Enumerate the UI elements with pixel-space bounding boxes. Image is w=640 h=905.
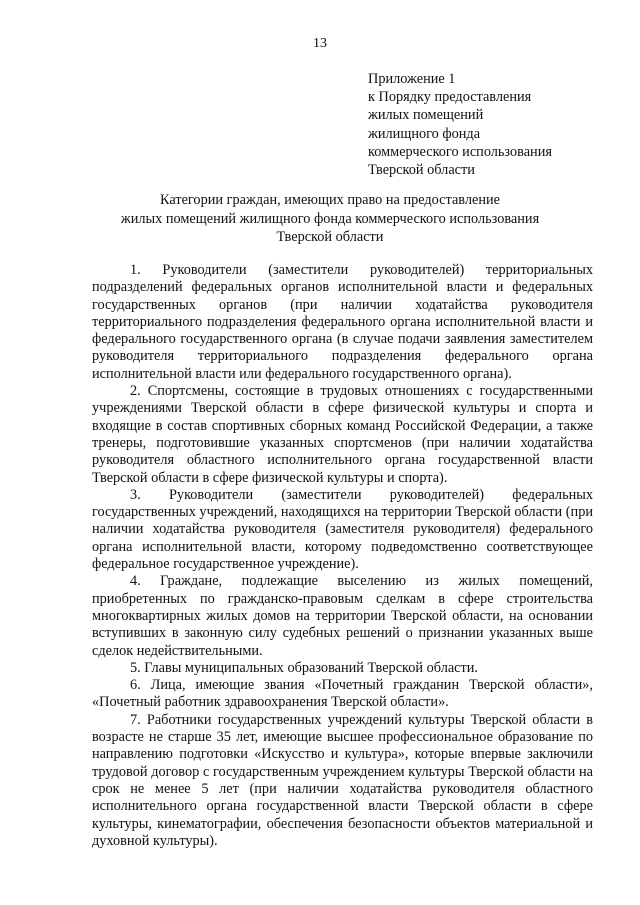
appendix-line: Приложение 1 xyxy=(368,71,456,87)
document-title xyxy=(70,191,590,247)
page-number: 13 xyxy=(313,36,327,51)
title-line: Тверской области xyxy=(276,229,384,245)
category-item-2: 2. Спортсмены, состоящие в трудовых отношениях с государственными учреждениями Тверской области в сфере физической культуры и спорта и входящие в состав спортивных сборных команд Российской Федерации, а также тренеры, подготовившие указанных спортсменов (при наличии ходатайства руководителя областного исполнительного органа государственной власти Тверской области в сфере физической культуры и спорта). xyxy=(92,383,593,486)
category-item-1: 1. Руководители (заместители руководителей) территориальных подразделений федеральных органов исполнительной власти и федеральных государственных органов (при наличии ходатайства руководителя территориального подразделения федерального органа исполнительной власти и федерального государственного органа (в случае подачи заявления заместителем руководителя территориального подразделения федерального органа исполнительной власти или федерального государственного органа). xyxy=(92,262,593,382)
appendix-line: к Порядку предоставления xyxy=(368,89,532,106)
title-line: Категории граждан, имеющих право на предоставление xyxy=(160,192,500,208)
category-item-5: 5. Главы муниципальных образований Тверской области. xyxy=(130,659,479,676)
category-item-3: 3. Руководители (заместители руководителей) федеральных государственных учреждений, находящихся на территории Тверской области (при наличии ходатайства руководителя (заместителя руководителя) федерального органа исполнительной власти, которому подведомственно соответствующее федеральное государственное учреждение). xyxy=(92,486,593,573)
category-list xyxy=(92,262,593,850)
appendix-line: жилищного фонда xyxy=(368,125,481,142)
appendix-header xyxy=(368,70,628,179)
category-item-7: 7. Работники государственных учреждений культуры Тверской области в возрасте не старше 35 лет, имеющие высшее профессиональное образование по направлению подготовки «Искусство и культура», которые впервые заключили трудовой договор с государственным учреждением культуры Тверской области на срок не менее 5 лет (при наличии ходатайства руководителя областного исполнительного органа государственной власти Тверской области в сфере культуры, кинематографии, обеспечения безопасности объектов материальной и духовной культуры). xyxy=(92,711,593,849)
appendix-line: Тверской области xyxy=(368,162,475,179)
category-item-4: 4. Граждане, подлежащие выселению из жилых помещений, приобретенных по гражданско-правовым сделкам в сфере строительства многоквартирных жилых домов на территории Тверской области, на основании вступивших в законную силу судебных решений о признании указанных выше сделок недействительными. xyxy=(92,573,593,659)
title-line: жилых помещений жилищного фонда коммерческого использования xyxy=(120,210,540,227)
category-item-6: 6. Лица, имеющие звания «Почетный гражданин Тверской области», «Почетный работник здравоохранения Тверской области». xyxy=(92,677,593,711)
appendix-line: жилых помещений xyxy=(368,107,484,124)
appendix-line: коммерческого использования xyxy=(368,143,552,160)
